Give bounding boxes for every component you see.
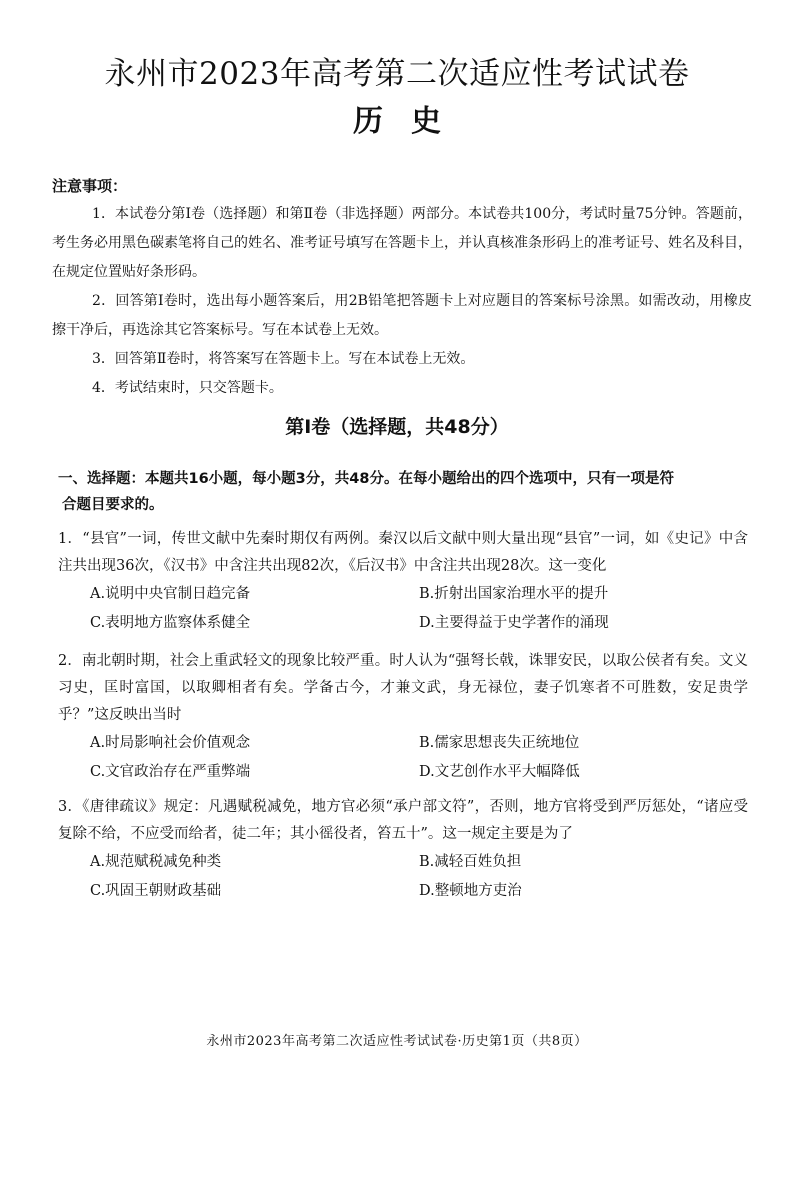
option-c: C.文官政治存在严重弊端 bbox=[90, 764, 251, 780]
option-b: B.折射出国家治理水平的提升 bbox=[419, 586, 609, 602]
notice-item: 1．本试卷分第Ⅰ卷（选择题）和第Ⅱ卷（非选择题）两部分。本试卷共100分，考试时量75分钟。答题前，考生务必用黑色碳素笔将自己的姓名、准考证号填写在答题卡上，并认真核准条形码上的准考证号、姓名及科目，在规定位置贴好条形码。 bbox=[52, 206, 752, 280]
option-d: D.文艺创作水平大幅降低 bbox=[419, 764, 580, 780]
option-c: C.表明地方监察体系健全 bbox=[90, 615, 251, 631]
notice-heading: 注意事项： bbox=[52, 177, 128, 195]
part-instructions-line: 合题目要求的。 bbox=[62, 497, 164, 513]
section-title: 第Ⅰ卷（选择题，共48分） bbox=[285, 416, 509, 438]
subject-title: 历史 bbox=[353, 104, 469, 139]
question-1 bbox=[58, 526, 748, 638]
question-stem: 3．《唐律疏议》规定：凡遇赋税减免，地方官必须“承户部文符”，否则，地方官将受到严厉惩处，“诸应受复除不给，不应受而给者，徒二年；其小徭役者，笞五十”。这一规定主要是为了 bbox=[58, 799, 748, 842]
option-list bbox=[90, 848, 748, 906]
question-2 bbox=[58, 648, 748, 787]
option-c: C.巩固王朝财政基础 bbox=[90, 883, 222, 899]
option-a: A.时局影响社会价值观念 bbox=[90, 735, 251, 751]
option-b: B.儒家思想丧失正统地位 bbox=[419, 735, 580, 751]
question-stem: 1．“县官”一词，传世文献中先秦时期仅有两例。秦汉以后文献中则大量出现“县官”一词，如《史记》中含注共出现36次，《汉书》中含注共出现82次，《后汉书》中含注共出现28次。这一变化 bbox=[58, 531, 748, 574]
page-footer: 永州市2023年高考第二次适应性考试试卷·历史第1页（共8页） bbox=[206, 1034, 588, 1049]
notice-item: 4．考试结束时，只交答题卡。 bbox=[92, 380, 283, 396]
part-instructions-line: 一、选择题：本题共16小题，每小题3分，共48分。在每小题给出的四个选项中，只有一项是符 bbox=[58, 471, 674, 487]
question-stem: 2．南北朝时期，社会上重武轻文的现象比较严重。时人认为“强弩长戟，诛罪安民，以取公侯者有矣。文义习史，匡时富国，以取卿相者有矣。学备古今，才兼文武，身无禄位，妻子饥寒者不可胜数，安足贵学乎？”这反映出当时 bbox=[58, 653, 748, 723]
option-d: D.整顿地方吏治 bbox=[419, 883, 522, 899]
option-list bbox=[90, 580, 748, 638]
part-instructions bbox=[58, 466, 748, 518]
notice-item: 2．回答第Ⅰ卷时，选出每小题答案后，用2B铅笔把答题卡上对应题目的答案标号涂黑。如需改动，用橡皮擦干净后，再选涂其它答案标号。写在本试卷上无效。 bbox=[52, 293, 752, 338]
option-a: A.规范赋税减免种类 bbox=[90, 854, 222, 870]
notice-item: 3．回答第Ⅱ卷时，将答案写在答题卡上。写在本试卷上无效。 bbox=[92, 351, 475, 367]
exam-title: 永州市2023年高考第二次适应性考试试卷 bbox=[104, 56, 690, 92]
option-d: D.主要得益于史学著作的涌现 bbox=[419, 615, 609, 631]
notice-list bbox=[52, 200, 752, 403]
option-list bbox=[90, 729, 748, 787]
option-a: A.说明中央官制日趋完备 bbox=[90, 586, 251, 602]
question-3 bbox=[58, 794, 748, 906]
option-b: B.减轻百姓负担 bbox=[419, 854, 522, 870]
